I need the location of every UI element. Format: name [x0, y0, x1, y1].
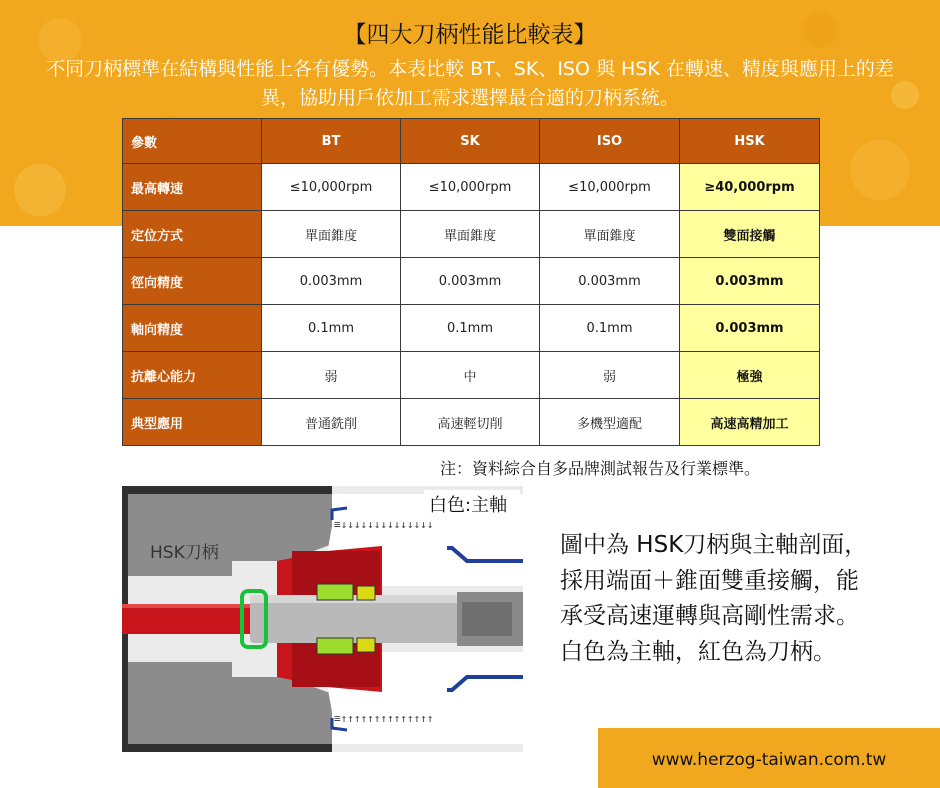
- cell-sk: 單面錐度: [401, 211, 540, 258]
- intro-line-1: 不同刀柄標準在結構與性能上各有優勢。本表比較 BT、SK、ISO 與 HSK 在轉速、精度與應用上的差: [46, 58, 894, 80]
- row-label: 典型應用: [123, 399, 262, 446]
- diagram-label-spindle: 白色:主軸: [429, 495, 508, 516]
- cell-bt: 單面錐度: [262, 211, 401, 258]
- website-bar: [598, 728, 940, 788]
- cell-hsk: 0.003mm: [680, 258, 820, 305]
- intro-line-2: 異，協助用戶依加工需求選擇最合適的刀柄系統。: [260, 87, 679, 109]
- cell-iso: 0.1mm: [540, 305, 680, 352]
- table-note: 注：資料綜合自多品牌測試報告及行業標準。: [440, 459, 761, 478]
- description-line-3: 承受高速運轉與高剛性需求。: [560, 603, 859, 629]
- cell-hsk: 雙面接觸: [680, 211, 820, 258]
- cell-iso: 0.003mm: [540, 258, 680, 305]
- row-label: 徑向精度: [123, 258, 262, 305]
- row-label: 抗離心能力: [123, 352, 262, 399]
- cell-sk: 中: [401, 352, 540, 399]
- table-row: [123, 399, 820, 446]
- header-hsk: HSK: [680, 119, 820, 164]
- cell-sk: 高速輕切削: [401, 399, 540, 446]
- row-label: 定位方式: [123, 211, 262, 258]
- table-header-row: [123, 119, 820, 164]
- cell-hsk: 極強: [680, 352, 820, 399]
- cell-bt: 0.003mm: [262, 258, 401, 305]
- header-bt: BT: [262, 119, 401, 164]
- table-row: [123, 164, 820, 211]
- cross-section-svg: [122, 486, 523, 752]
- table-row: [123, 352, 820, 399]
- svg-text:≡↑↑↑↑↑↑↑↑↑↑↑↑↑↑: ≡↑↑↑↑↑↑↑↑↑↑↑↑↑↑: [334, 712, 434, 725]
- diagram-label-holder: HSK刀柄: [150, 543, 219, 563]
- cell-bt: 普通銑削: [262, 399, 401, 446]
- table-row: [123, 258, 820, 305]
- header-sk: SK: [401, 119, 540, 164]
- cell-bt: ≤10,000rpm: [262, 164, 401, 211]
- cell-sk: 0.1mm: [401, 305, 540, 352]
- table-row: [123, 211, 820, 258]
- hsk-cross-section-diagram: [122, 486, 523, 752]
- cell-bt: 弱: [262, 352, 401, 399]
- row-label: 軸向精度: [123, 305, 262, 352]
- cell-iso: 多機型適配: [540, 399, 680, 446]
- cell-sk: 0.003mm: [401, 258, 540, 305]
- description-line-4: 白色為主軸，紅色為刀柄。: [560, 638, 836, 665]
- cell-hsk: 0.003mm: [680, 305, 820, 352]
- table-row: [123, 305, 820, 352]
- diagram-description: [560, 528, 920, 670]
- header-iso: ISO: [540, 119, 680, 164]
- cell-sk: ≤10,000rpm: [401, 164, 540, 211]
- row-label: 最高轉速: [123, 164, 262, 211]
- intro-text: [14, 55, 926, 113]
- svg-text:≡↓↓↓↓↓↓↓↓↓↓↓↓↓↓: ≡↓↓↓↓↓↓↓↓↓↓↓↓↓↓: [334, 518, 434, 531]
- page-title: 【四大刀柄性能比較表】: [343, 22, 597, 48]
- cell-iso: 單面錐度: [540, 211, 680, 258]
- header-parameter: 參數: [123, 119, 262, 164]
- website-link[interactable]: www.herzog-taiwan.com.tw: [651, 750, 887, 770]
- description-line-2: 採用端面＋錐面雙重接觸，能: [560, 567, 859, 594]
- cell-bt: 0.1mm: [262, 305, 401, 352]
- cell-hsk: ≥40,000rpm: [680, 164, 820, 211]
- description-line-1: 圖中為 HSK刀柄與主軸剖面，: [560, 532, 868, 558]
- cell-iso: ≤10,000rpm: [540, 164, 680, 211]
- cell-iso: 弱: [540, 352, 680, 399]
- comparison-table: [122, 118, 820, 446]
- cell-hsk: 高速高精加工: [680, 399, 820, 446]
